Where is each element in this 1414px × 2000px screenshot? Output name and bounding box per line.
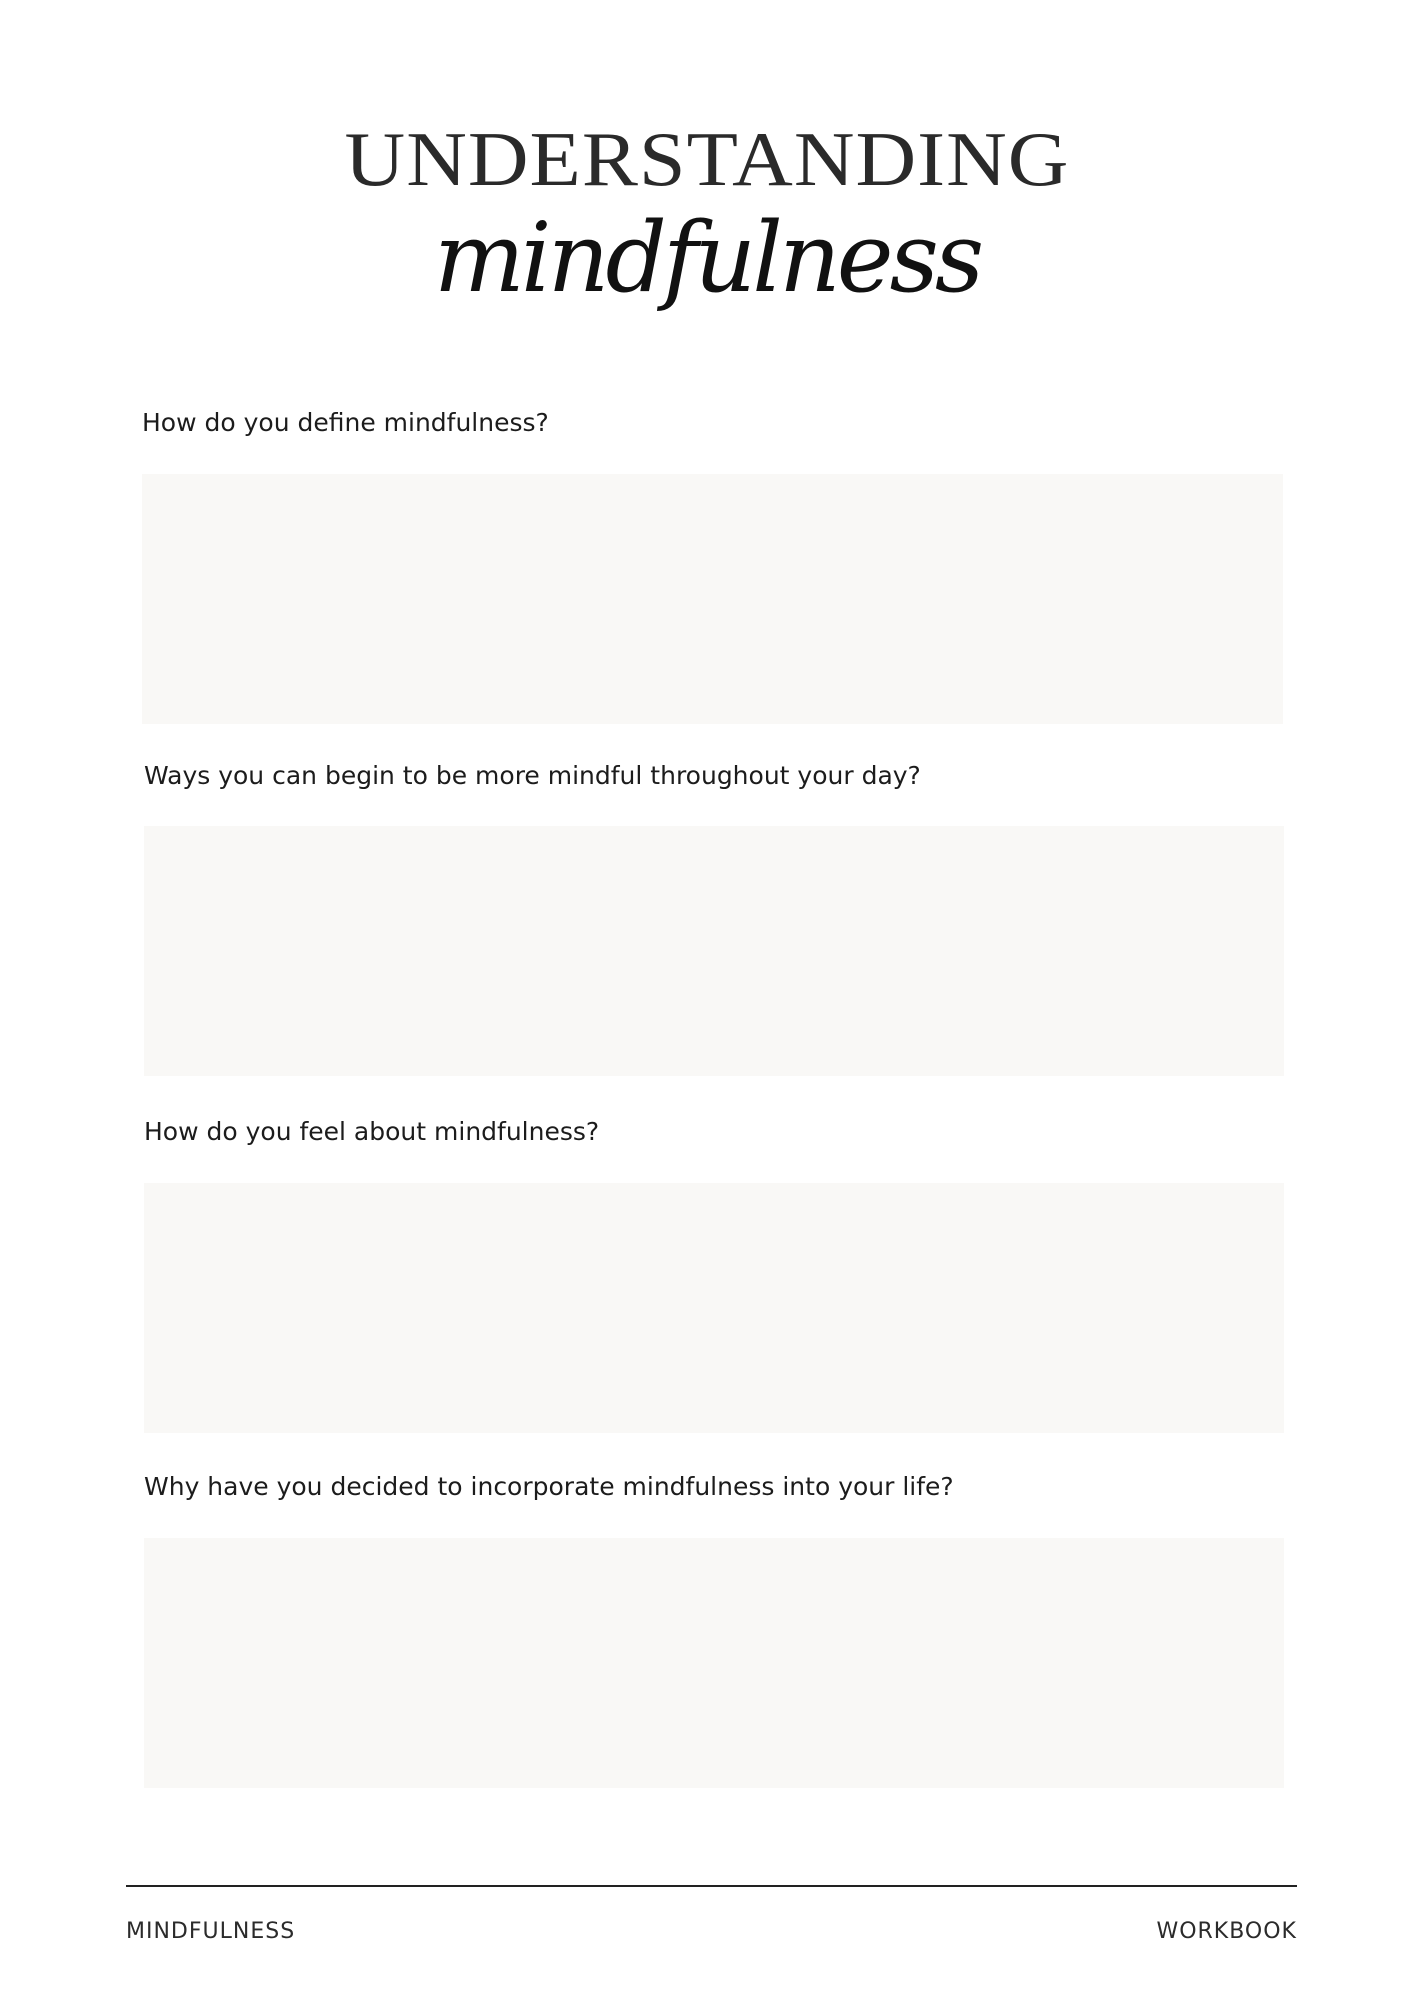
footer-right-label: WORKBOOK — [1156, 1919, 1297, 1944]
question-label-4: Why have you decided to incorporate mindfulness into your life? — [144, 1472, 954, 1501]
answer-box-3[interactable] — [144, 1183, 1284, 1433]
question-label-3: How do you feel about mindfulness? — [144, 1117, 600, 1146]
page-title: UNDERSTANDING — [344, 116, 1070, 203]
question-label-1: How do you define mindfulness? — [142, 408, 549, 437]
answer-box-1[interactable] — [142, 474, 1283, 724]
page-script-title: mindfulness — [433, 202, 981, 314]
question-label-2: Ways you can begin to be more mindful throughout your day? — [144, 761, 921, 790]
footer-divider — [126, 1885, 1297, 1887]
answer-box-4[interactable] — [144, 1538, 1284, 1788]
footer-left-label: MINDFULNESS — [126, 1919, 296, 1944]
answer-box-2[interactable] — [144, 826, 1284, 1076]
page-title-block — [0, 116, 1414, 314]
